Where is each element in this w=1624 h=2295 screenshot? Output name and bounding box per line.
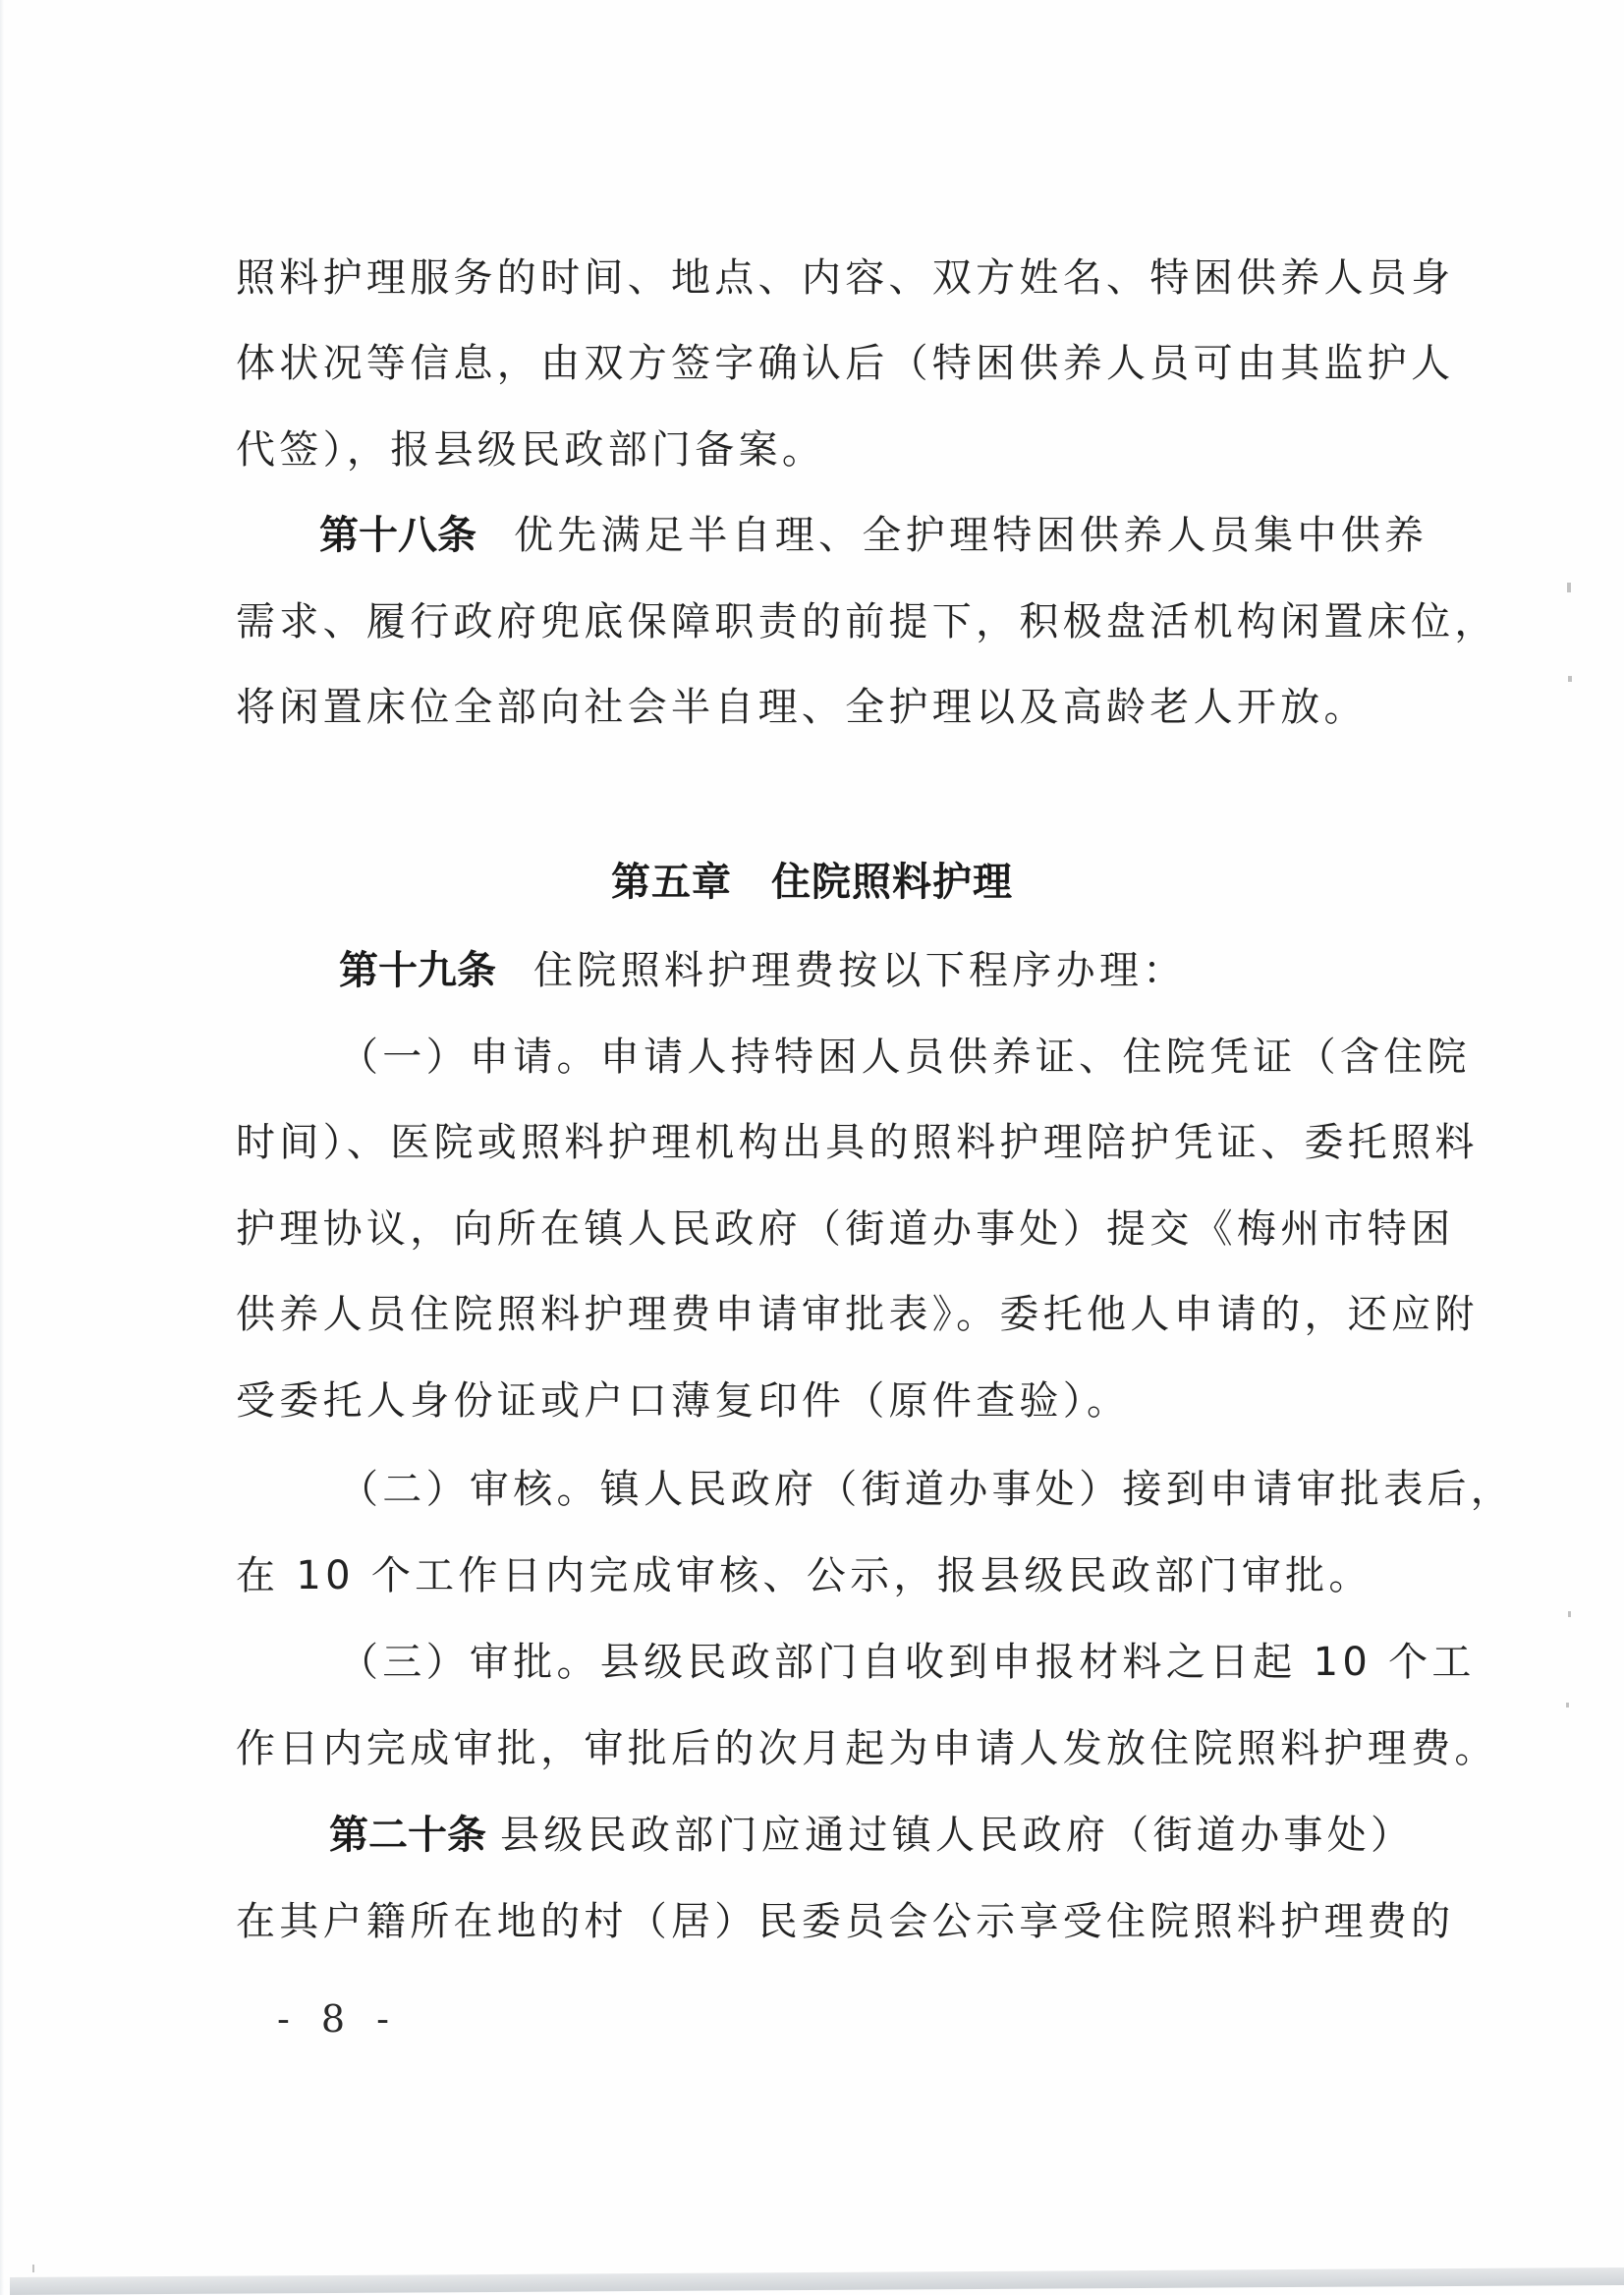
line-text: （二）审核。镇人民政府（街道办事处）接到申请审批表后， (339, 1467, 1515, 1512)
body-line (236, 1892, 1455, 1951)
line-text: 照料护理服务的时间、地点、内容、双方姓名、特困供养人员身 (236, 255, 1455, 301)
line-text: 县级民政部门应通过镇人民政府（街道办事处） (500, 1813, 1415, 1858)
scan-speck (1567, 583, 1571, 592)
body-line (236, 1546, 1425, 1605)
article-number: 第十九条 (339, 948, 496, 993)
line-text: 在其户籍所在地的村（居）民委员会公示享受住院照料护理费的 (236, 1899, 1455, 1944)
body-line (339, 1460, 1515, 1519)
line-text: 护理协议，向所在镇人民政府（街道办事处）提交《梅州市特困 (236, 1206, 1455, 1252)
line-text: （三）审批。县级民政部门自收到申报材料之日起 10 个工 (339, 1640, 1476, 1685)
chapter-heading (0, 853, 1624, 912)
article-number: 第二十条 (329, 1813, 486, 1858)
line-text: 时间）、医院或照料护理机构出具的照料护理陪护凭证、委托照料 (236, 1120, 1479, 1165)
article-18-first-line (319, 506, 1428, 565)
line-text: 在 10 个工作日内完成审核、公示，报县级民政部门审批。 (236, 1553, 1372, 1598)
body-line (339, 1028, 1471, 1087)
body-line (236, 1371, 1425, 1430)
line-text: 受委托人身份证或户口薄复印件（原件查验）。 (236, 1378, 1131, 1424)
scan-speck (1568, 1611, 1571, 1617)
line-text: 代签），报县级民政部门备案。 (236, 427, 826, 473)
body-line (236, 678, 1425, 737)
page-number: - 8 - (277, 1997, 400, 2041)
body-line (236, 1285, 1479, 1344)
scan-speck (1568, 676, 1572, 682)
line-text: 将闲置床位全部向社会半自理、全护理以及高龄老人开放。 (236, 685, 1368, 730)
article-19-first-line (339, 941, 1444, 1000)
chapter-number: 第五章 (611, 860, 732, 905)
body-line (339, 1633, 1476, 1692)
body-line (236, 592, 1498, 651)
body-line (236, 1113, 1479, 1172)
line-text: 作日内完成审批，审批后的次月起为申请人发放住院照料护理费。 (236, 1726, 1498, 1771)
line-text: 住院照料护理费按以下程序办理： (533, 948, 1187, 993)
scan-speck (32, 2265, 34, 2272)
body-line (236, 420, 1425, 479)
line-text: 体状况等信息，由双方签字确认后（特困供养人员可由其监护人 (236, 341, 1455, 386)
body-line (236, 334, 1455, 393)
line-text: （一）申请。申请人持特困人员供养证、住院凭证（含住院 (339, 1035, 1471, 1080)
line-text: 需求、履行政府兜底保障职责的前提下，积极盘活机构闲置床位， (236, 599, 1498, 644)
line-text: 优先满足半自理、全护理特困供养人员集中供养 (514, 513, 1428, 558)
body-line (236, 1200, 1455, 1259)
body-line (236, 1719, 1498, 1778)
scan-speck (1566, 1703, 1569, 1707)
article-20-first-line (329, 1806, 1434, 1865)
scan-edge-shadow (0, 0, 4, 2295)
chapter-title: 住院照料护理 (771, 860, 1013, 905)
line-text: 供养人员住院照料护理费申请审批表》。委托他人申请的，还应附 (236, 1292, 1479, 1337)
article-number: 第十八条 (319, 513, 476, 558)
scan-bottom-edge (10, 2267, 1624, 2295)
body-line (236, 249, 1455, 308)
